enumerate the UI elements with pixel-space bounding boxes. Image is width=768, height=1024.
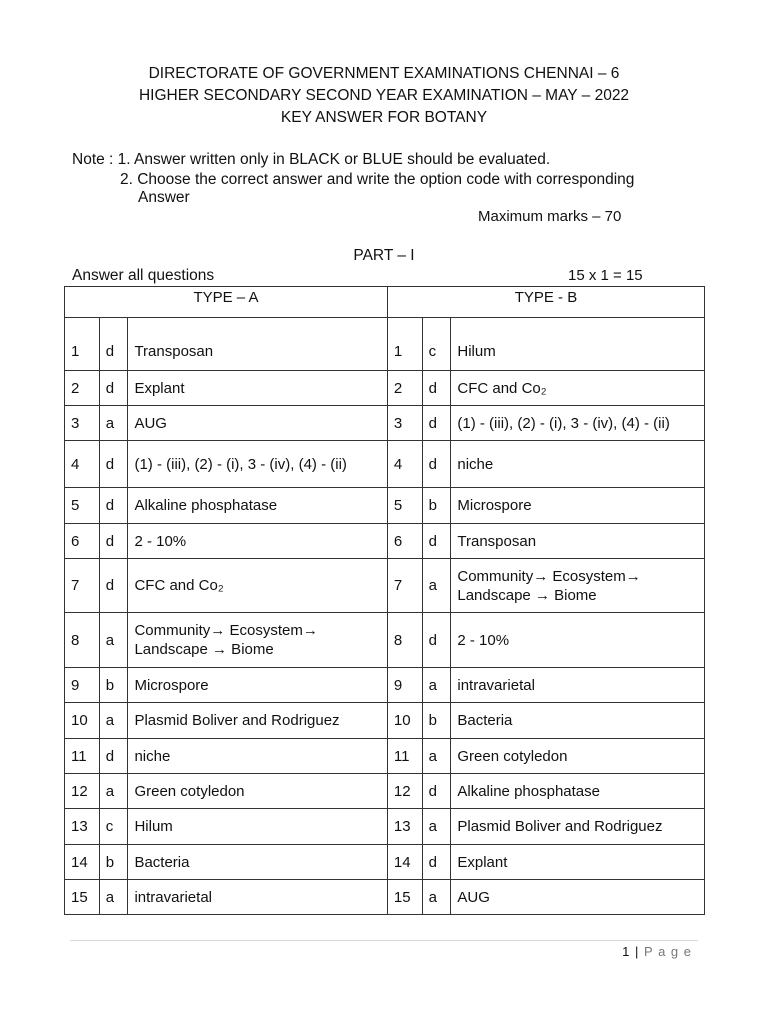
type-a-option: d [99, 488, 128, 524]
type-b-option: a [422, 880, 451, 915]
type-a-answer: Explant [128, 371, 387, 406]
type-b-answer: Green cotyledon [451, 739, 705, 774]
type-a-question-number: 1 [65, 318, 100, 371]
footer-divider [70, 940, 698, 941]
type-b-header: TYPE - B [387, 287, 704, 318]
page-number: 1 [622, 944, 631, 959]
table-row [65, 318, 705, 371]
type-b-answer: AUG [451, 880, 705, 915]
type-a-question-number: 6 [65, 524, 100, 559]
type-b-option: b [422, 488, 451, 524]
answer-key-table [64, 286, 705, 915]
type-a-option: a [99, 774, 128, 809]
type-b-option: d [422, 845, 451, 880]
type-b-question-number: 14 [387, 845, 422, 880]
type-a-option: a [99, 880, 128, 915]
type-a-question-number: 11 [65, 739, 100, 774]
type-b-answer: (1) - (iii), (2) - (i), 3 - (iv), (4) - (ii) [451, 406, 705, 441]
type-a-option: b [99, 845, 128, 880]
table-row [65, 845, 705, 880]
type-b-option: b [422, 703, 451, 739]
table-row [65, 668, 705, 703]
type-a-question-number: 10 [65, 703, 100, 739]
type-b-question-number: 15 [387, 880, 422, 915]
type-b-option: c [422, 318, 451, 371]
doc-title-line-1: DIRECTORATE OF GOVERNMENT EXAMINATIONS CHENNAI – 6 [148, 65, 620, 82]
type-a-option: d [99, 318, 128, 371]
type-a-question-number: 14 [65, 845, 100, 880]
table-row [65, 613, 705, 668]
type-a-option: d [99, 441, 128, 488]
type-a-question-number: 15 [65, 880, 100, 915]
type-b-question-number: 9 [387, 668, 422, 703]
type-a-answer: AUG [128, 406, 387, 441]
table-row [65, 441, 705, 488]
type-b-option: d [422, 774, 451, 809]
type-b-question-number: 6 [387, 524, 422, 559]
part-marks: 15 x 1 = 15 [568, 267, 643, 284]
type-b-answer: Bacteria [451, 703, 705, 739]
table-row [65, 809, 705, 845]
doc-title-line-3: KEY ANSWER FOR BOTANY [280, 109, 488, 126]
type-a-question-number: 4 [65, 441, 100, 488]
type-b-question-number: 5 [387, 488, 422, 524]
type-b-question-number: 10 [387, 703, 422, 739]
type-b-option: d [422, 371, 451, 406]
type-a-answer: Plasmid Boliver and Rodriguez [128, 703, 387, 739]
type-a-option: d [99, 739, 128, 774]
type-a-option: b [99, 668, 128, 703]
note-line-2: 2. Choose the correct answer and write the option code with corresponding [120, 171, 635, 188]
type-b-answer: CFC and Co₂ [451, 371, 705, 406]
answer-rows [65, 318, 705, 915]
type-b-question-number: 13 [387, 809, 422, 845]
type-b-option: a [422, 739, 451, 774]
type-b-option: a [422, 668, 451, 703]
type-a-answer: Hilum [128, 809, 387, 845]
type-b-question-number: 7 [387, 559, 422, 613]
part-title: PART – I [353, 247, 415, 264]
type-b-answer: Community→ Ecosystem→ Landscape → Biome [451, 559, 705, 613]
doc-title-line-2: HIGHER SECONDARY SECOND YEAR EXAMINATION – MAY – 2022 [138, 87, 630, 104]
type-b-answer: intravarietal [451, 668, 705, 703]
table-row [65, 703, 705, 739]
type-a-option: d [99, 559, 128, 613]
type-b-question-number: 8 [387, 613, 422, 668]
type-a-question-number: 8 [65, 613, 100, 668]
table-row [65, 524, 705, 559]
type-a-answer: CFC and Co₂ [128, 559, 387, 613]
type-a-option: c [99, 809, 128, 845]
type-a-answer: Community→ Ecosystem→ Landscape → Biome [128, 613, 387, 668]
type-a-answer: niche [128, 739, 387, 774]
type-a-question-number: 3 [65, 406, 100, 441]
type-a-answer: (1) - (iii), (2) - (i), 3 - (iv), (4) - (ii) [128, 441, 387, 488]
type-a-question-number: 9 [65, 668, 100, 703]
type-b-answer: Transposan [451, 524, 705, 559]
type-b-answer: Explant [451, 845, 705, 880]
page-separator: | [635, 944, 640, 959]
type-b-answer: Microspore [451, 488, 705, 524]
type-a-answer: Microspore [128, 668, 387, 703]
type-a-header: TYPE – A [65, 287, 388, 318]
type-a-answer: Transposan [128, 318, 387, 371]
type-b-option: a [422, 809, 451, 845]
type-a-option: a [99, 613, 128, 668]
type-b-answer: 2 - 10% [451, 613, 705, 668]
table-row [65, 371, 705, 406]
type-a-answer: 2 - 10% [128, 524, 387, 559]
type-a-question-number: 2 [65, 371, 100, 406]
type-a-option: a [99, 406, 128, 441]
table-header-row [65, 287, 705, 318]
type-b-question-number: 1 [387, 318, 422, 371]
type-b-option: d [422, 524, 451, 559]
note-line-1: Note : 1. Answer written only in BLACK or BLUE should be evaluated. [72, 151, 551, 168]
type-b-answer: niche [451, 441, 705, 488]
table-row [65, 488, 705, 524]
table-row [65, 880, 705, 915]
type-b-option: d [422, 406, 451, 441]
type-a-answer: Alkaline phosphatase [128, 488, 387, 524]
type-b-question-number: 4 [387, 441, 422, 488]
table-row [65, 559, 705, 613]
type-a-question-number: 7 [65, 559, 100, 613]
type-a-option: d [99, 371, 128, 406]
table-row [65, 774, 705, 809]
table-row [65, 406, 705, 441]
type-b-question-number: 11 [387, 739, 422, 774]
note-line-2-continued: Answer [138, 189, 190, 206]
type-b-option: d [422, 441, 451, 488]
type-b-answer: Alkaline phosphatase [451, 774, 705, 809]
type-a-question-number: 13 [65, 809, 100, 845]
part-instruction: Answer all questions [72, 267, 215, 284]
type-b-option: a [422, 559, 451, 613]
type-a-answer: Green cotyledon [128, 774, 387, 809]
type-b-answer: Hilum [451, 318, 705, 371]
type-b-question-number: 12 [387, 774, 422, 809]
type-a-option: a [99, 703, 128, 739]
type-b-answer: Plasmid Boliver and Rodriguez [451, 809, 705, 845]
type-a-question-number: 12 [65, 774, 100, 809]
page-label: P a g e [644, 944, 692, 959]
type-a-answer: intravarietal [128, 880, 387, 915]
type-b-question-number: 2 [387, 371, 422, 406]
type-b-question-number: 3 [387, 406, 422, 441]
maximum-marks: Maximum marks – 70 [478, 208, 622, 225]
table-row [65, 739, 705, 774]
type-a-question-number: 5 [65, 488, 100, 524]
type-a-option: d [99, 524, 128, 559]
type-a-answer: Bacteria [128, 845, 387, 880]
page-footer [622, 944, 692, 959]
type-b-option: d [422, 613, 451, 668]
